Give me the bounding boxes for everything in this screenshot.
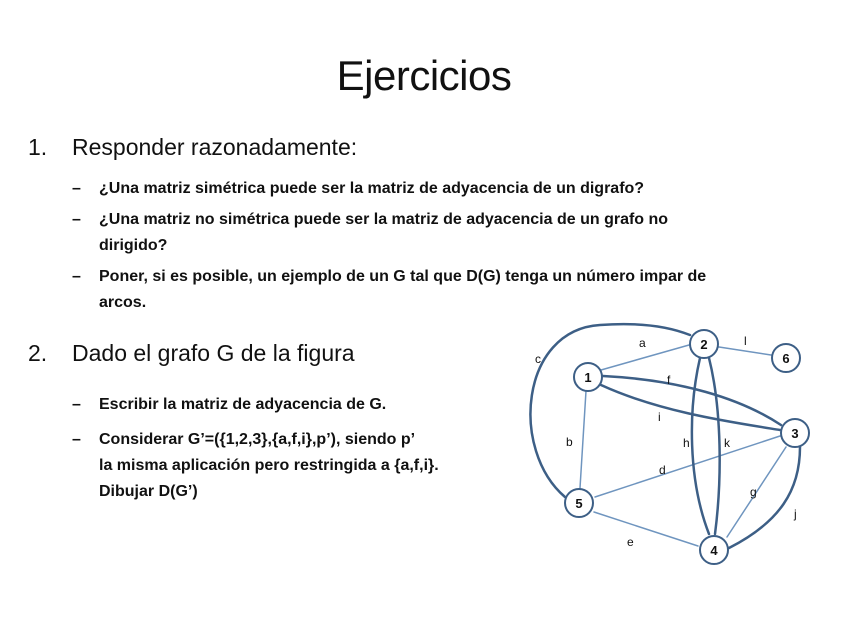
- edge-label-c: c: [535, 352, 541, 366]
- edge-label-l: l: [744, 334, 747, 348]
- node-3: [781, 419, 809, 447]
- edge-c: [530, 324, 690, 497]
- edge-label-b: b: [566, 435, 573, 449]
- edge-label-h: h: [683, 436, 690, 450]
- item-line: ¿Una matriz simétrica puede ser la matriz de adyacencia de un digrafo?: [99, 180, 645, 197]
- node-4-label: 4: [710, 543, 718, 558]
- item-line: Dibujar D(G’): [99, 483, 198, 500]
- dash-bullet: –: [72, 180, 81, 197]
- node-3-label: 3: [791, 426, 799, 441]
- dash-bullet: –: [72, 268, 81, 285]
- node-5: [565, 489, 593, 517]
- node-2: [690, 330, 718, 358]
- dash-bullet: –: [72, 211, 81, 228]
- node-2-label: 2: [700, 337, 708, 352]
- edge-k: [709, 358, 720, 534]
- edge-label-i: i: [658, 410, 661, 424]
- item-line: Escribir la matriz de adyacencia de G.: [99, 396, 387, 413]
- edge-label-a: a: [639, 336, 646, 350]
- node-1-label: 1: [584, 370, 592, 385]
- edge-label-e: e: [627, 535, 634, 549]
- item-line: Considerar G’=({1,2,3},{a,f,i},p’), siendo p’: [99, 431, 416, 448]
- edge-b: [580, 391, 586, 488]
- edge-l: [719, 347, 771, 355]
- node-4: [700, 536, 728, 564]
- node-6: [772, 344, 800, 372]
- node-6-label: 6: [782, 351, 790, 366]
- edge-label-k: k: [724, 436, 730, 450]
- item-line: la misma aplicación pero restringida a {a,f,i}.: [99, 457, 439, 474]
- dash-bullet: –: [72, 431, 81, 448]
- item-line: arcos.: [99, 294, 147, 311]
- edge-label-g: g: [750, 485, 757, 499]
- edge-e: [594, 512, 698, 546]
- edge-label-f: f: [667, 373, 671, 387]
- dash-bullet: –: [72, 396, 81, 413]
- edge-i: [601, 385, 780, 430]
- edge-label-j: j: [794, 507, 797, 521]
- edge-j: [729, 447, 800, 548]
- edge-label-d: d: [659, 463, 666, 477]
- node-5-label: 5: [575, 496, 583, 511]
- exercise-2-text: Dado el grafo G de la figura: [72, 340, 355, 366]
- edge-h: [692, 358, 709, 534]
- node-1: [574, 363, 602, 391]
- item-line: Poner, si es posible, un ejemplo de un G tal que D(G) tenga un número impar de: [99, 268, 707, 285]
- exercise-1-text: Responder razonadamente:: [72, 134, 358, 160]
- exercise-2-number: 2.: [28, 340, 48, 366]
- exercise-1-number: 1.: [28, 134, 48, 160]
- item-line: ¿Una matriz no simétrica puede ser la matriz de adyacencia de un grafo no: [99, 211, 669, 228]
- item-line: dirigido?: [99, 237, 168, 254]
- slide-title: Ejercicios: [336, 52, 512, 99]
